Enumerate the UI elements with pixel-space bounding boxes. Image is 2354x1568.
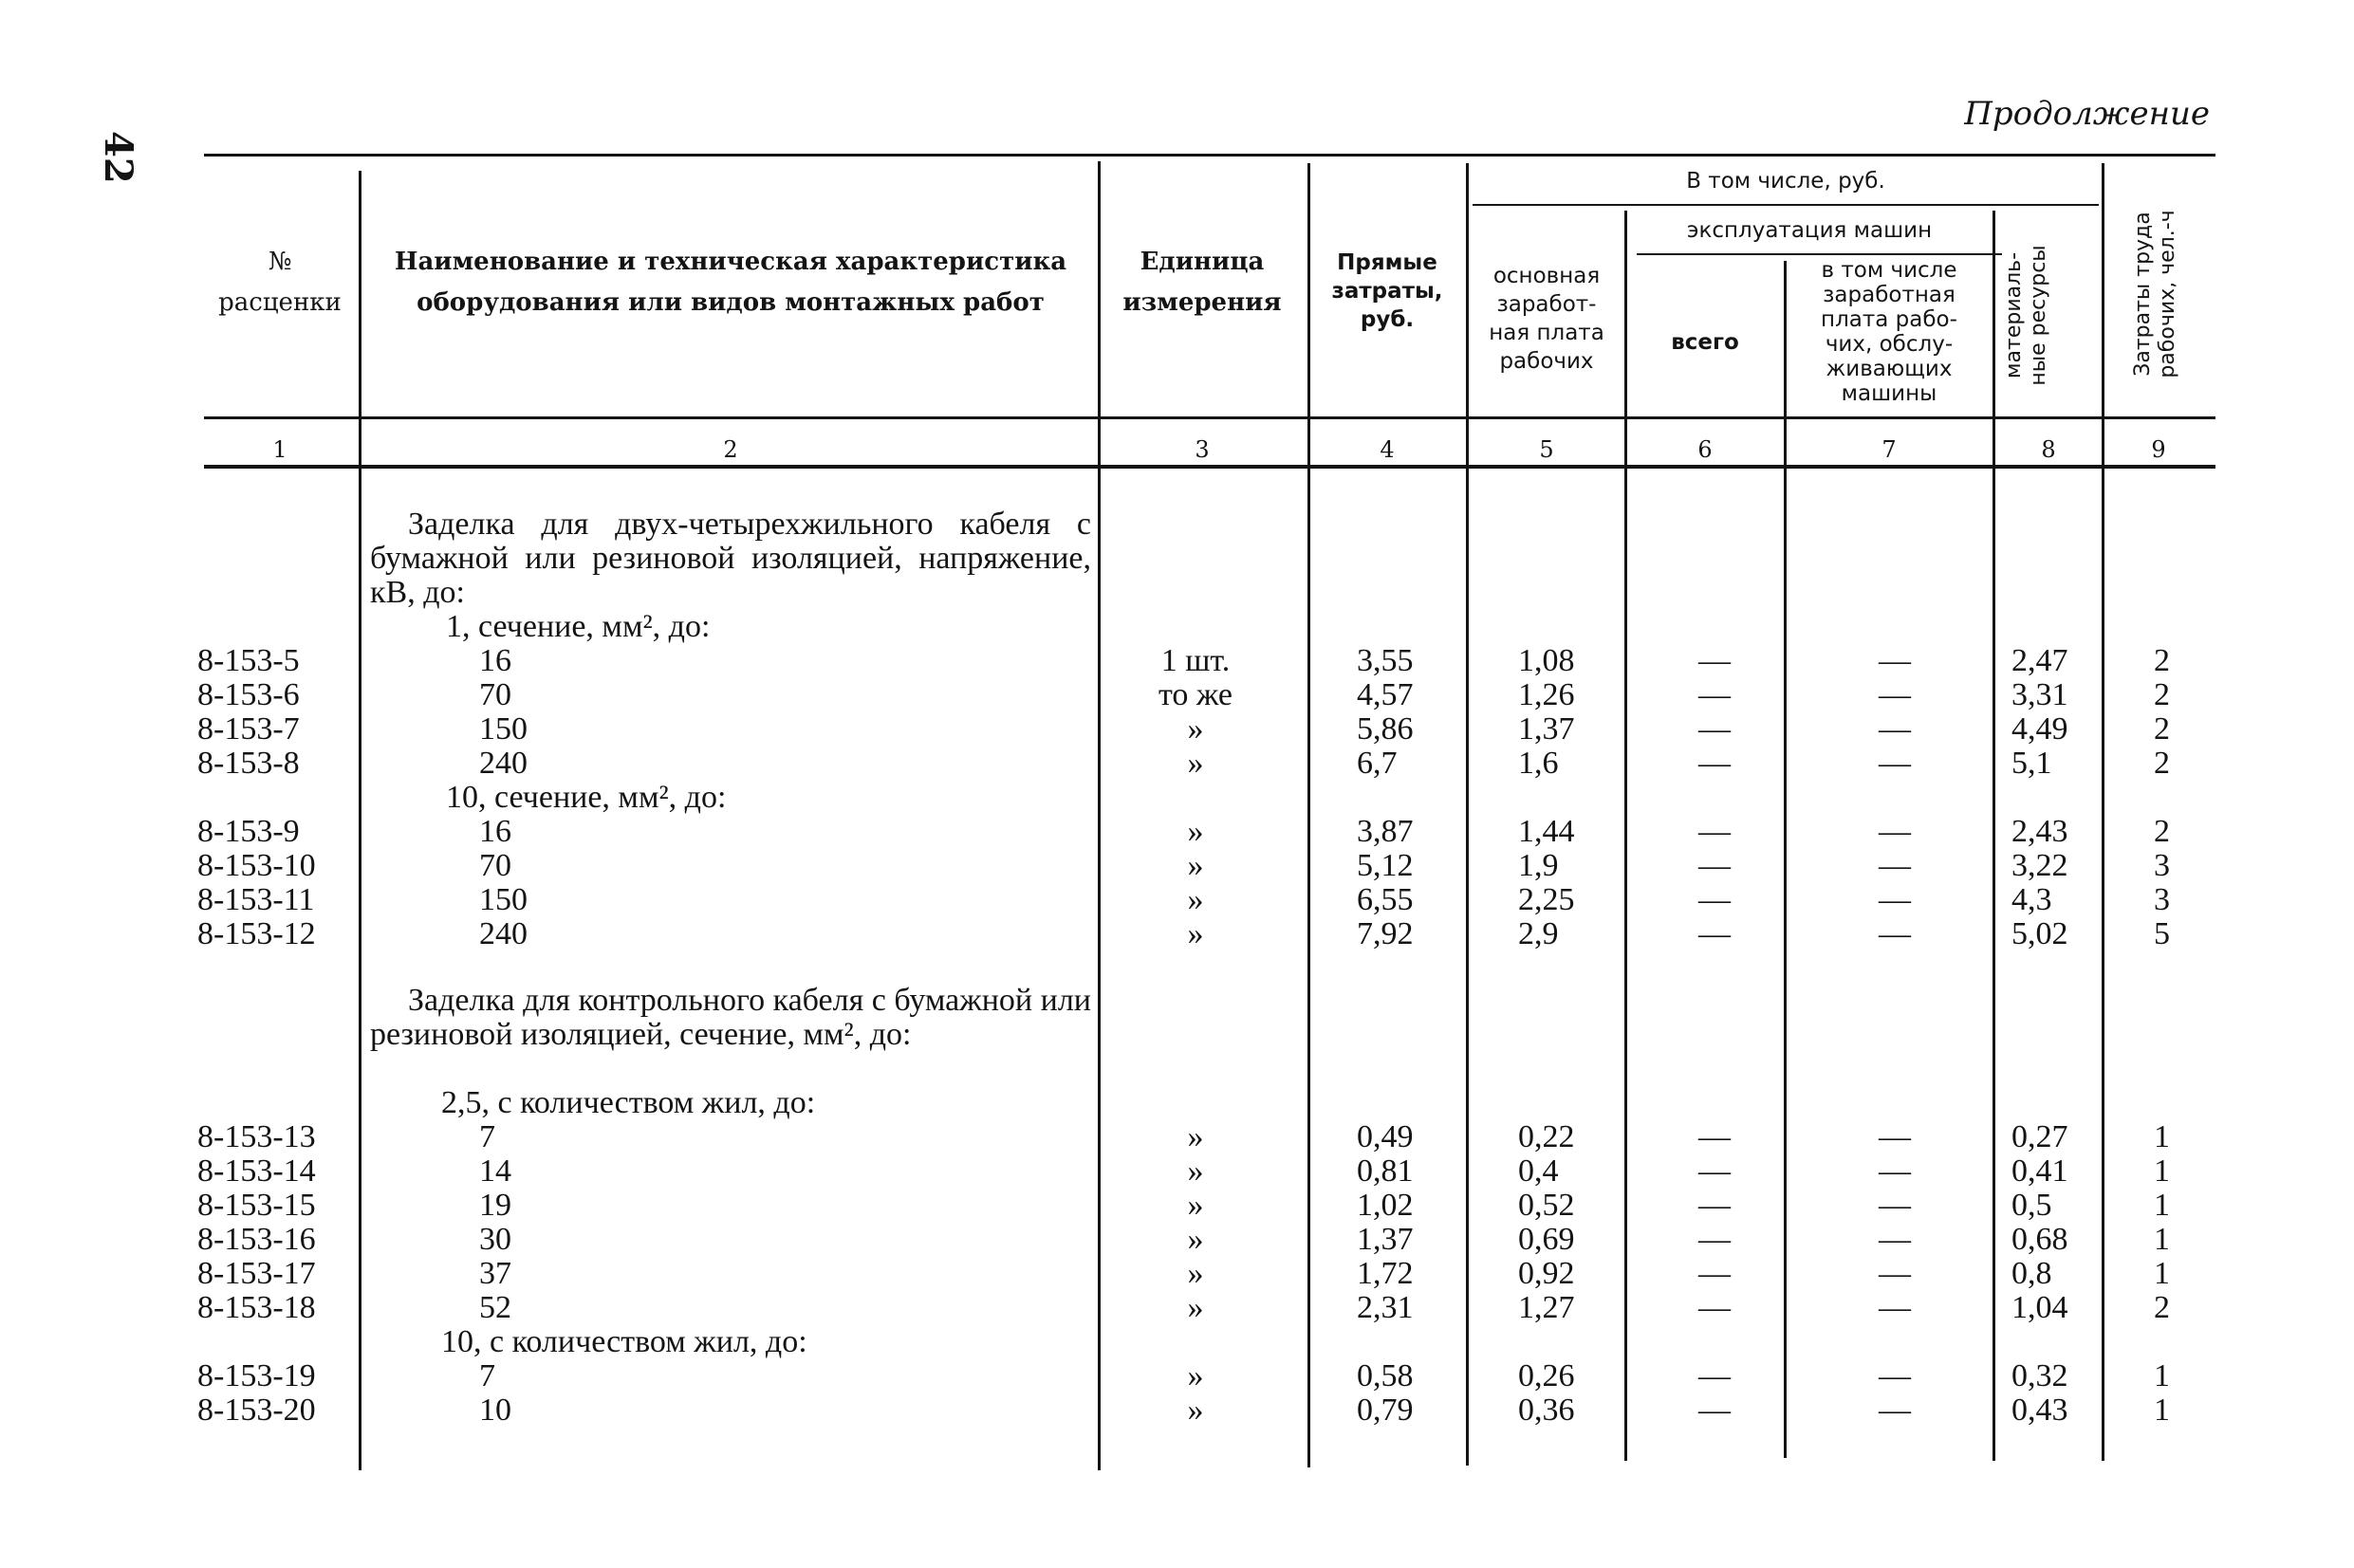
row-machines-total: —	[1698, 882, 1731, 917]
row-wage: 0,52	[1518, 1188, 1575, 1223]
row-direct: 5,12	[1357, 848, 1414, 883]
subgroup-rule	[1637, 253, 2002, 255]
row-direct: 4,57	[1357, 677, 1414, 712]
colnum-3: 3	[1195, 436, 1210, 463]
row-machines-wage: —	[1879, 848, 1911, 883]
row-machines-wage: —	[1879, 1188, 1911, 1223]
row-unit: »	[1187, 746, 1204, 781]
row-labor: 2	[2154, 643, 2170, 678]
header-col5: основная заработ- ная плата рабочих	[1489, 264, 1604, 374]
row-machines-wage: —	[1879, 677, 1911, 712]
table-row	[0, 1257, 2354, 1291]
row-direct: 2,31	[1357, 1290, 1414, 1325]
row-code: 8-153-15	[197, 1188, 316, 1223]
row-materials: 0,41	[2011, 1153, 2068, 1189]
row-unit: »	[1187, 848, 1204, 883]
row-labor: 1	[2154, 1222, 2170, 1257]
row-materials: 4,49	[2011, 711, 2068, 747]
colnum-7: 7	[1881, 436, 1897, 463]
row-machines-total: —	[1698, 848, 1731, 883]
row-wage: 1,44	[1518, 814, 1575, 849]
row-code: 8-153-7	[197, 711, 300, 747]
section-2-title: Заделка для контрольного кабеля с бумажной или резиновой изоляцией, сечение, мм², до:	[370, 983, 1091, 1052]
row-materials: 2,43	[2011, 814, 2068, 849]
row-machines-wage: —	[1879, 1256, 1911, 1291]
row-materials: 5,1	[2011, 746, 2052, 781]
row-labor: 1	[2154, 1393, 2170, 1428]
row-wage: 1,26	[1518, 677, 1575, 712]
colnum-4: 4	[1380, 436, 1395, 463]
row-materials: 2,47	[2011, 643, 2068, 678]
table-row	[0, 1223, 2354, 1257]
row-size: 240	[479, 746, 528, 781]
row-code: 8-153-10	[197, 848, 316, 883]
row-machines-wage: —	[1879, 916, 1911, 951]
row-machines-wage: —	[1879, 643, 1911, 678]
table-row	[0, 849, 2354, 883]
section-2-group-2-label: 10, с количеством жил, до:	[441, 1324, 807, 1359]
row-machines-total: —	[1698, 1393, 1731, 1428]
row-wage: 1,37	[1518, 711, 1575, 747]
row-materials: 0,32	[2011, 1358, 2068, 1393]
row-code: 8-153-6	[197, 677, 300, 712]
table-top-rule	[204, 154, 2215, 157]
row-code: 8-153-17	[197, 1256, 316, 1291]
row-size: 70	[479, 677, 511, 712]
row-labor: 3	[2154, 848, 2170, 883]
row-code: 8-153-11	[197, 882, 315, 917]
row-unit: »	[1187, 814, 1204, 849]
row-materials: 0,27	[2011, 1119, 2068, 1154]
row-labor: 2	[2154, 677, 2170, 712]
row-wage: 0,26	[1518, 1358, 1575, 1393]
table-row	[0, 815, 2354, 849]
row-labor: 2	[2154, 711, 2170, 747]
row-unit: »	[1187, 1256, 1204, 1291]
row-direct: 5,86	[1357, 711, 1414, 747]
row-direct: 0,49	[1357, 1119, 1414, 1154]
header-col2: Наименование и техническая характеристика оборудования или видов монтажных работ	[394, 248, 1067, 317]
row-wage: 2,9	[1518, 916, 1559, 951]
row-unit: »	[1187, 1222, 1204, 1257]
row-wage: 0,36	[1518, 1393, 1575, 1428]
header-col1: № расценки	[218, 248, 342, 317]
row-machines-total: —	[1698, 1290, 1731, 1325]
row-labor: 2	[2154, 814, 2170, 849]
row-direct: 7,92	[1357, 916, 1414, 951]
row-machines-wage: —	[1879, 1153, 1911, 1189]
row-wage: 1,6	[1518, 746, 1559, 781]
row-materials: 4,3	[2011, 882, 2052, 917]
row-machines-total: —	[1698, 1188, 1731, 1223]
row-machines-total: —	[1698, 814, 1731, 849]
row-unit: »	[1187, 1153, 1204, 1189]
row-materials: 3,31	[2011, 677, 2068, 712]
row-direct: 1,72	[1357, 1256, 1414, 1291]
row-unit: 1 шт.	[1160, 643, 1231, 678]
header-col3: Единица измерения	[1122, 248, 1282, 317]
row-materials: 0,43	[2011, 1393, 2068, 1428]
row-unit: »	[1187, 711, 1204, 747]
section-2-group-1-label: 2,5, с количеством жил, до:	[441, 1085, 816, 1120]
table-row	[0, 1393, 2354, 1428]
row-labor: 5	[2154, 916, 2170, 951]
section-1-group-2-label: 10, сечение, мм², до:	[446, 780, 727, 815]
row-wage: 1,08	[1518, 643, 1575, 678]
row-code: 8-153-13	[197, 1119, 316, 1154]
row-machines-total: —	[1698, 1119, 1731, 1154]
row-machines-wage: —	[1879, 1222, 1911, 1257]
row-labor: 1	[2154, 1119, 2170, 1154]
table-row	[0, 1359, 2354, 1393]
table-row	[0, 678, 2354, 712]
row-machines-wage: —	[1879, 882, 1911, 917]
row-code: 8-153-19	[197, 1358, 316, 1393]
colnum-6: 6	[1697, 436, 1713, 463]
row-labor: 1	[2154, 1256, 2170, 1291]
row-size: 14	[479, 1153, 511, 1189]
row-direct: 3,55	[1357, 643, 1414, 678]
row-direct: 1,02	[1357, 1188, 1414, 1223]
row-direct: 6,55	[1357, 882, 1414, 917]
row-code: 8-153-16	[197, 1222, 316, 1257]
continuation-label: Продолжение	[1964, 95, 2210, 133]
row-machines-total: —	[1698, 1358, 1731, 1393]
row-labor: 2	[2154, 1290, 2170, 1325]
row-machines-total: —	[1698, 643, 1731, 678]
group-rule	[1473, 204, 2099, 206]
row-size: 7	[479, 1358, 495, 1393]
row-materials: 3,22	[2011, 848, 2068, 883]
row-materials: 5,02	[2011, 916, 2068, 951]
row-machines-wage: —	[1879, 746, 1911, 781]
row-wage: 0,69	[1518, 1222, 1575, 1257]
colnum-8: 8	[2041, 436, 2056, 463]
table-row	[0, 747, 2354, 781]
row-unit: »	[1187, 916, 1204, 951]
row-unit: »	[1187, 882, 1204, 917]
colnum-5: 5	[1539, 436, 1554, 463]
row-code: 8-153-9	[197, 814, 300, 849]
table-row	[0, 712, 2354, 747]
row-size: 150	[479, 711, 528, 747]
row-size: 70	[479, 848, 511, 883]
table-row	[0, 917, 2354, 951]
row-unit: »	[1187, 1188, 1204, 1223]
colnum-1: 1	[272, 436, 287, 463]
colnum-2: 2	[723, 436, 738, 463]
row-size: 150	[479, 882, 528, 917]
row-size: 16	[479, 814, 511, 849]
row-direct: 6,7	[1357, 746, 1398, 781]
row-machines-total: —	[1698, 677, 1731, 712]
numbers-bottom-rule	[204, 465, 2215, 469]
header-col9: Затраты труда рабочих, чел.-ч	[2131, 210, 2179, 378]
row-direct: 0,58	[1357, 1358, 1414, 1393]
header-col8: материаль- ные ресурсы	[2002, 245, 2050, 386]
row-direct: 0,81	[1357, 1153, 1414, 1189]
row-size: 30	[479, 1222, 511, 1257]
row-labor: 1	[2154, 1188, 2170, 1223]
row-labor: 1	[2154, 1153, 2170, 1189]
row-unit: »	[1187, 1358, 1204, 1393]
row-machines-wage: —	[1879, 711, 1911, 747]
row-machines-wage: —	[1879, 1119, 1911, 1154]
row-machines-wage: —	[1879, 1290, 1911, 1325]
table-row	[0, 1189, 2354, 1223]
page-number: 42	[96, 131, 140, 184]
row-labor: 3	[2154, 882, 2170, 917]
row-size: 16	[479, 643, 511, 678]
row-wage: 0,22	[1518, 1119, 1575, 1154]
row-machines-total: —	[1698, 1153, 1731, 1189]
table-row	[0, 1291, 2354, 1325]
row-direct: 1,37	[1357, 1222, 1414, 1257]
row-size: 240	[479, 916, 528, 951]
row-machines-wage: —	[1879, 1393, 1911, 1428]
row-wage: 1,9	[1518, 848, 1559, 883]
row-machines-total: —	[1698, 1256, 1731, 1291]
row-machines-wage: —	[1879, 1358, 1911, 1393]
header-subgroup: эксплуатация машин	[1686, 218, 1933, 243]
row-materials: 1,04	[2011, 1290, 2068, 1325]
row-size: 52	[479, 1290, 511, 1325]
header-col4: Прямые затраты, руб.	[1331, 250, 1443, 332]
row-direct: 0,79	[1357, 1393, 1414, 1428]
header-group: В том числе, руб.	[1686, 169, 1885, 194]
row-code: 8-153-12	[197, 916, 316, 951]
row-size: 19	[479, 1188, 511, 1223]
row-labor: 1	[2154, 1358, 2170, 1393]
row-size: 37	[479, 1256, 511, 1291]
row-wage: 0,4	[1518, 1153, 1559, 1189]
row-unit: »	[1187, 1119, 1204, 1154]
row-machines-total: —	[1698, 916, 1731, 951]
table-row	[0, 883, 2354, 917]
section-1-group-1-label: 1, сечение, мм², до:	[446, 609, 711, 644]
row-unit: »	[1187, 1290, 1204, 1325]
row-machines-total: —	[1698, 746, 1731, 781]
row-machines-wage: —	[1879, 814, 1911, 849]
row-size: 7	[479, 1119, 495, 1154]
section-1-title: Заделка для двух-четырехжильного кабеля с бумажной или резиновой изоляцией, напряжение, кВ, до:	[370, 507, 1091, 610]
row-materials: 0,8	[2011, 1256, 2052, 1291]
row-code: 8-153-18	[197, 1290, 316, 1325]
header-col7: в том числе заработная плата рабо- чих, обслу- живающих машины	[1821, 258, 1957, 406]
header-col6: всего	[1671, 330, 1739, 355]
header-bottom-rule	[204, 416, 2215, 419]
row-materials: 0,68	[2011, 1222, 2068, 1257]
row-wage: 0,92	[1518, 1256, 1575, 1291]
row-labor: 2	[2154, 746, 2170, 781]
row-direct: 3,87	[1357, 814, 1414, 849]
row-code: 8-153-8	[197, 746, 300, 781]
row-wage: 2,25	[1518, 882, 1575, 917]
row-materials: 0,5	[2011, 1188, 2052, 1223]
table-row	[0, 1120, 2354, 1154]
row-wage: 1,27	[1518, 1290, 1575, 1325]
row-code: 8-153-20	[197, 1393, 316, 1428]
row-unit: то же	[1158, 677, 1233, 712]
table-row	[0, 644, 2354, 678]
row-unit: »	[1187, 1393, 1204, 1428]
row-code: 8-153-14	[197, 1153, 316, 1189]
table-row	[0, 1154, 2354, 1189]
row-machines-total: —	[1698, 1222, 1731, 1257]
row-machines-total: —	[1698, 711, 1731, 747]
row-size: 10	[479, 1393, 511, 1428]
row-code: 8-153-5	[197, 643, 300, 678]
colnum-9: 9	[2151, 436, 2166, 463]
